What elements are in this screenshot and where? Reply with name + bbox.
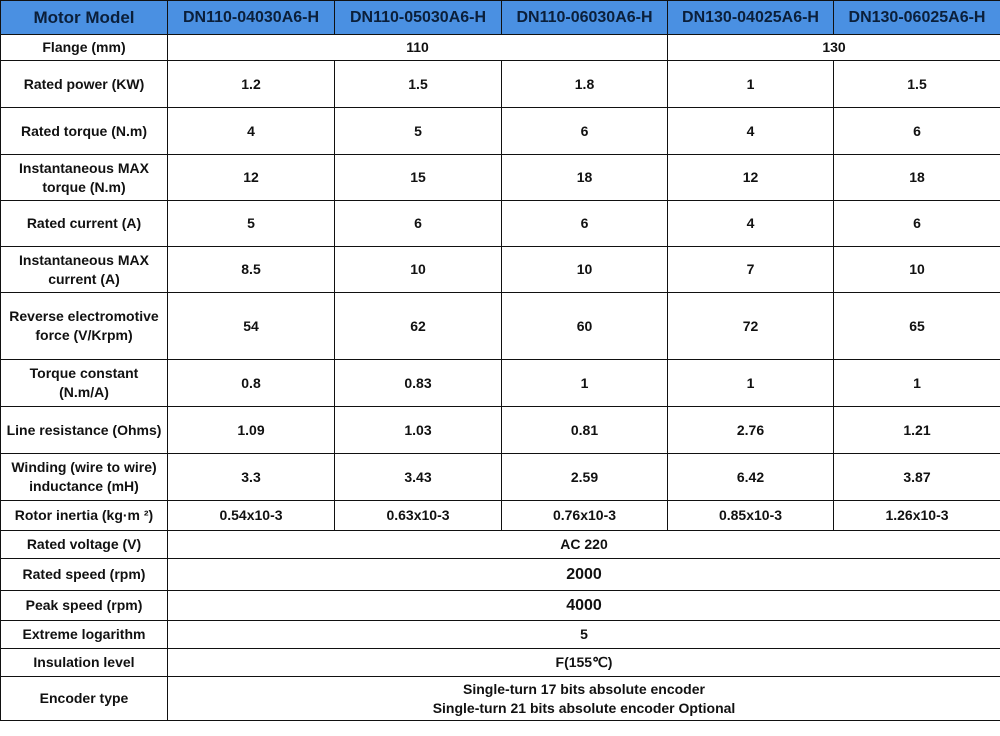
table-cell: 1 <box>502 360 668 407</box>
extreme-logarithm-row <box>1 621 1000 649</box>
table-cell: 1.8 <box>502 61 668 108</box>
insulation-level-row <box>1 649 1000 677</box>
model-header-3: DN110-06030A6-H <box>502 1 668 35</box>
encoder-type-value <box>168 677 1000 721</box>
rated-speed-value: 2000 <box>168 559 1000 591</box>
row-label: Reverse electromotive force (V/Krpm) <box>1 293 168 360</box>
row-label: Extreme logarithm <box>1 621 168 649</box>
table-cell: 1.03 <box>335 407 502 454</box>
flange-130-cell: 130 <box>668 35 1000 61</box>
model-header-5: DN130-06025A6-H <box>834 1 1000 35</box>
table-cell: 1.09 <box>168 407 335 454</box>
table-cell: 12 <box>668 155 834 201</box>
row-label: Torque constant (N.m/A) <box>1 360 168 407</box>
model-header-1: DN110-04030A6-H <box>168 1 335 35</box>
table-cell: 3.87 <box>834 454 1000 501</box>
flange-row <box>1 35 1000 61</box>
table-cell: 72 <box>668 293 834 360</box>
table-row <box>1 407 1000 454</box>
table-cell: 1.2 <box>168 61 335 108</box>
row-label: Rated power (KW) <box>1 61 168 108</box>
table-cell: 10 <box>834 247 1000 293</box>
table-cell: 54 <box>168 293 335 360</box>
peak-speed-row <box>1 591 1000 621</box>
table-cell: 2.59 <box>502 454 668 501</box>
row-label: Peak speed (rpm) <box>1 591 168 621</box>
row-label: Line resistance (Ohms) <box>1 407 168 454</box>
row-label: Rated torque (N.m) <box>1 108 168 155</box>
table-cell: 6 <box>502 201 668 247</box>
table-cell: 1.5 <box>834 61 1000 108</box>
table-cell: 1 <box>668 61 834 108</box>
table-cell: 1.5 <box>335 61 502 108</box>
table-cell: 62 <box>335 293 502 360</box>
table-row <box>1 454 1000 501</box>
rated-voltage-value: AC 220 <box>168 531 1000 559</box>
table-cell: 0.83 <box>335 360 502 407</box>
table-cell: 0.81 <box>502 407 668 454</box>
table-row <box>1 201 1000 247</box>
table-row <box>1 501 1000 531</box>
motor-model-header: Motor Model <box>1 1 168 35</box>
table-row <box>1 61 1000 108</box>
table-cell: 7 <box>668 247 834 293</box>
table-cell: 65 <box>834 293 1000 360</box>
row-label: Flange (mm) <box>1 35 168 61</box>
table-cell: 0.76x10-3 <box>502 501 668 531</box>
table-cell: 6 <box>834 201 1000 247</box>
row-label: Rated voltage (V) <box>1 531 168 559</box>
table-row <box>1 247 1000 293</box>
table-cell: 5 <box>168 201 335 247</box>
table-cell: 5 <box>335 108 502 155</box>
row-label: Rotor inertia (kg·m ²) <box>1 501 168 531</box>
model-header-4: DN130-04025A6-H <box>668 1 834 35</box>
table-cell: 4 <box>668 108 834 155</box>
table-cell: 1.21 <box>834 407 1000 454</box>
table-row <box>1 293 1000 360</box>
table-cell: 2.76 <box>668 407 834 454</box>
encoder-line-1: Single-turn 17 bits absolute encoder <box>463 680 705 697</box>
row-label: Encoder type <box>1 677 168 721</box>
encoder-type-row <box>1 677 1000 721</box>
table-cell: 6 <box>834 108 1000 155</box>
table-cell: 3.3 <box>168 454 335 501</box>
flange-110-cell: 110 <box>168 35 668 61</box>
insulation-level-value: F(155℃) <box>168 649 1000 677</box>
table-cell: 6.42 <box>668 454 834 501</box>
table-cell: 0.8 <box>168 360 335 407</box>
extreme-logarithm-value: 5 <box>168 621 1000 649</box>
table-row <box>1 155 1000 201</box>
table-cell: 3.43 <box>335 454 502 501</box>
row-label: Insulation level <box>1 649 168 677</box>
table-cell: 0.63x10-3 <box>335 501 502 531</box>
row-label: Rated speed (rpm) <box>1 559 168 591</box>
table-cell: 18 <box>502 155 668 201</box>
table-cell: 0.54x10-3 <box>168 501 335 531</box>
row-label: Instantaneous MAX torque (N.m) <box>1 155 168 201</box>
table-cell: 10 <box>335 247 502 293</box>
table-row <box>1 360 1000 407</box>
row-label: Winding (wire to wire) inductance (mH) <box>1 454 168 501</box>
model-header-2: DN110-05030A6-H <box>335 1 502 35</box>
table-cell: 60 <box>502 293 668 360</box>
table-cell: 4 <box>168 108 335 155</box>
table-row <box>1 108 1000 155</box>
row-label: Instantaneous MAX current (A) <box>1 247 168 293</box>
table-cell: 6 <box>335 201 502 247</box>
table-cell: 12 <box>168 155 335 201</box>
rated-speed-row <box>1 559 1000 591</box>
row-label: Rated current (A) <box>1 201 168 247</box>
peak-speed-value: 4000 <box>168 591 1000 621</box>
rated-voltage-row <box>1 531 1000 559</box>
encoder-line-2: Single-turn 21 bits absolute encoder Optional <box>432 699 736 716</box>
table-cell: 4 <box>668 201 834 247</box>
table-cell: 18 <box>834 155 1000 201</box>
header-row <box>1 1 1000 35</box>
table-cell: 15 <box>335 155 502 201</box>
table-cell: 1.26x10-3 <box>834 501 1000 531</box>
table-cell: 1 <box>668 360 834 407</box>
table-cell: 1 <box>834 360 1000 407</box>
table-cell: 6 <box>502 108 668 155</box>
table-cell: 0.85x10-3 <box>668 501 834 531</box>
table-cell: 8.5 <box>168 247 335 293</box>
table-cell: 10 <box>502 247 668 293</box>
